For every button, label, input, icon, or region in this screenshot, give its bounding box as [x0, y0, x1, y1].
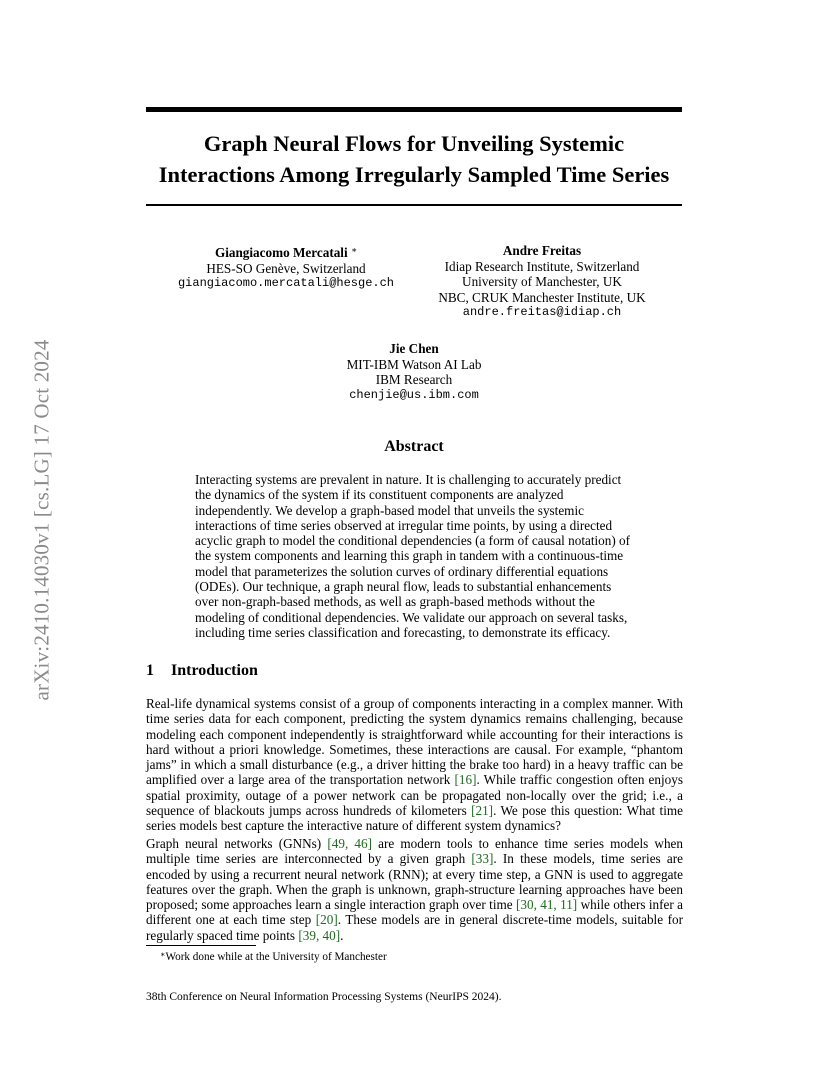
paragraph-text: . In these models, time series are encoded by using a recurrent neural network (RNN); at every time step, a GNN is used to aggregate features over the graph. When the graph is unknown, graph-structure learning approaches have been proposed; some approaches learn a single interaction graph over time [146, 851, 683, 913]
citation-link[interactable]: [20] [315, 912, 338, 928]
title-line-1: Graph Neural Flows for Unveiling Systemic [203, 131, 625, 156]
citation-link[interactable]: [30, 41, 11] [515, 897, 578, 913]
intro-paragraph-1 [146, 696, 683, 834]
section-number: 1 [146, 662, 154, 679]
footnote-marker: ∗ [160, 950, 166, 959]
abstract-heading: Abstract [384, 438, 444, 455]
conference-venue: 38th Conference on Neural Information Processing Systems (NeurIPS 2024). [146, 991, 502, 1003]
author-affiliation: University of Manchester, UK [462, 274, 622, 289]
citation-link[interactable]: [33] [471, 851, 494, 867]
author-affiliation: IBM Research [375, 372, 453, 387]
section-title: Introduction [171, 662, 258, 679]
author-block-chen [304, 341, 524, 403]
author-name: Jie Chen [389, 341, 439, 356]
author-affiliation: Idiap Research Institute, Switzerland [444, 258, 640, 274]
author-email[interactable]: chenjie@us.ibm.com [349, 387, 479, 402]
paragraph-text: Real-life dynamical systems consist of a group of components interacting in a complex manner. With time series data for each component, predicting the system dynamics remains challenging, because modeling each component independently is straightforward while accounting for their interactions is hard without a priori knowledge. Sometimes, these interactions are causal. For example, “phantom jams” in which a small disturbance (e.g., a driver hitting the brake too hard) in a heavy traffic can be amplified over a large area of the transportation network [146, 696, 683, 788]
footnote-rule [146, 945, 256, 946]
paragraph-text: . These models are in general discrete-time models, suitable for regularly spaced time points [146, 912, 683, 943]
author-affiliation: HES-SO Genève, Switzerland [206, 260, 366, 276]
arxiv-identifier: arXiv:2410.14030v1 [cs.LG] 17 Oct 2024 [29, 339, 54, 701]
citation-link[interactable]: [49, 46] [327, 836, 372, 851]
author-affiliation: NBC, CRUK Manchester Institute, UK [438, 289, 646, 305]
footnote-marker: ∗ [350, 245, 358, 255]
author-block-freitas [420, 243, 664, 321]
intro-paragraph-2 [146, 836, 683, 943]
title-bottom-rule [146, 204, 682, 206]
citation-link[interactable]: [21] [471, 803, 494, 819]
paragraph-text: . While traffic congestion often enjoys spatial proximity, outage of a power network can be propagated non-locally over the grid; i.e., a sequence of blackouts jumps across hundreds of kilometers [146, 772, 683, 819]
author-email[interactable]: giangiacomo.mercatali@hesge.ch [177, 276, 395, 290]
author-block-mercatali [166, 243, 406, 292]
paragraph-text: . [340, 927, 344, 943]
paragraph-text: . We pose this question: What time series models best capture the interactive nature of different system dynamics? [146, 803, 683, 834]
citation-link[interactable]: [16] [454, 772, 477, 788]
title-top-rule [146, 107, 682, 112]
paragraph-text: while others infer a different one at each time step [146, 897, 684, 928]
title-line-2: Interactions Among Irregularly Sampled Time Series [158, 162, 670, 187]
citation-link[interactable]: [39, 40] [298, 927, 341, 943]
author-name: Giangiacomo Mercatali [214, 245, 348, 260]
section-heading [146, 662, 258, 680]
abstract-text: Interacting systems are prevalent in nature. It is challenging to accurately predict the dynamics of the system if its constituent components are analyzed independently. We develop a graph-based model that unveils the systemic interactions of time series observed at irregular time points, by using a directed acyclic graph to model the conditional dependencies (a form of causal notation) of the system components and learning this graph in tandem with a continuous-time model that parameterizes the solution curves of ordinary differential equations (ODEs). Our technique, a graph neural flow, leads to substantial enhancements over non-graph-based methods, as well as graph-based methods without the modeling of conditional dependencies. We validate our approach on several tasks, including time series classification and forecasting, to demonstrate its efficacy. [195, 472, 631, 640]
paragraph-text: Graph neural networks (GNNs) [146, 836, 328, 851]
footnote [160, 950, 387, 963]
author-affiliation: MIT-IBM Watson AI Lab [346, 356, 482, 372]
author-email[interactable]: andre.freitas@idiap.ch [462, 305, 622, 319]
footnote-text: Work done while at the University of Manchester [165, 951, 387, 963]
paragraph-text: are modern tools to enhance time series models when multiple time series are interconnected by a given graph [146, 836, 683, 867]
author-name: Andre Freitas [502, 243, 582, 258]
paper-title [120, 128, 708, 190]
